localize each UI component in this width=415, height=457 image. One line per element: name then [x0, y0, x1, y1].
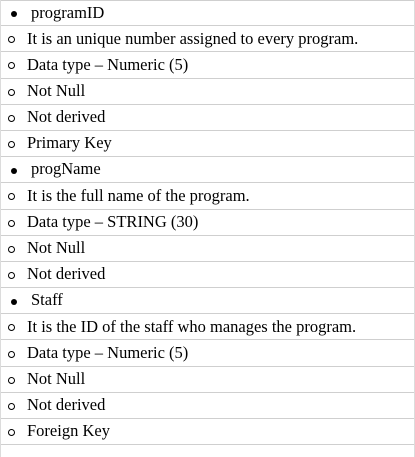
field-detail-text: Data type – Numeric (5): [27, 54, 189, 74]
field-detail: [1, 393, 414, 419]
field-detail-text: Not derived: [27, 107, 106, 127]
field-detail: [1, 131, 414, 157]
filled-bullet-icon: [1, 5, 27, 22]
hollow-bullet-icon: [1, 135, 21, 152]
field-detail-text: Not derived: [27, 395, 106, 415]
field-detail-text: It is the ID of the staff who manages the program.: [27, 316, 357, 336]
field-name: progName: [31, 159, 101, 179]
field-detail-text: Not Null: [27, 80, 86, 100]
hollow-bullet-icon: [1, 319, 21, 336]
hollow-bullet-icon: [1, 214, 21, 231]
field-detail: [1, 262, 414, 288]
field-detail-text: It is the full name of the program.: [27, 185, 250, 205]
filled-bullet-icon: [1, 292, 27, 309]
field-detail: [1, 367, 414, 393]
field-detail-text: Not derived: [27, 264, 106, 284]
field-name: programID: [31, 2, 105, 22]
field-detail-text: It is an unique number assigned to every program.: [27, 28, 359, 48]
field-detail: [1, 340, 414, 366]
field-detail-text: Primary Key: [27, 133, 112, 153]
hollow-bullet-icon: [1, 397, 21, 414]
hollow-bullet-icon: [1, 57, 21, 74]
field-detail-text: Data type – STRING (30): [27, 211, 199, 231]
hollow-bullet-icon: [1, 371, 21, 388]
field-detail-text: Not Null: [27, 368, 86, 388]
hollow-bullet-icon: [1, 345, 21, 362]
hollow-bullet-icon: [1, 266, 21, 283]
field-item-programid: [1, 0, 414, 26]
field-detail-text: Data type – Numeric (5): [27, 342, 189, 362]
field-detail: [1, 419, 414, 445]
hollow-bullet-icon: [1, 423, 21, 440]
field-detail: [1, 79, 414, 105]
field-item-progname: [1, 157, 414, 183]
hollow-bullet-icon: [1, 109, 21, 126]
field-item-staff: [1, 288, 414, 314]
hollow-bullet-icon: [1, 83, 21, 100]
field-detail: [1, 210, 414, 236]
field-detail: [1, 26, 414, 52]
field-name: Staff: [31, 290, 63, 310]
field-detail-text: Not Null: [27, 238, 86, 258]
field-detail: [1, 236, 414, 262]
hollow-bullet-icon: [1, 188, 21, 205]
hollow-bullet-icon: [1, 240, 21, 257]
field-detail: [1, 314, 414, 340]
field-detail: [1, 183, 414, 209]
field-detail: [1, 52, 414, 78]
field-detail: [1, 105, 414, 131]
field-detail-text: Foreign Key: [27, 421, 110, 441]
hollow-bullet-icon: [1, 31, 21, 48]
filled-bullet-icon: [1, 161, 27, 178]
